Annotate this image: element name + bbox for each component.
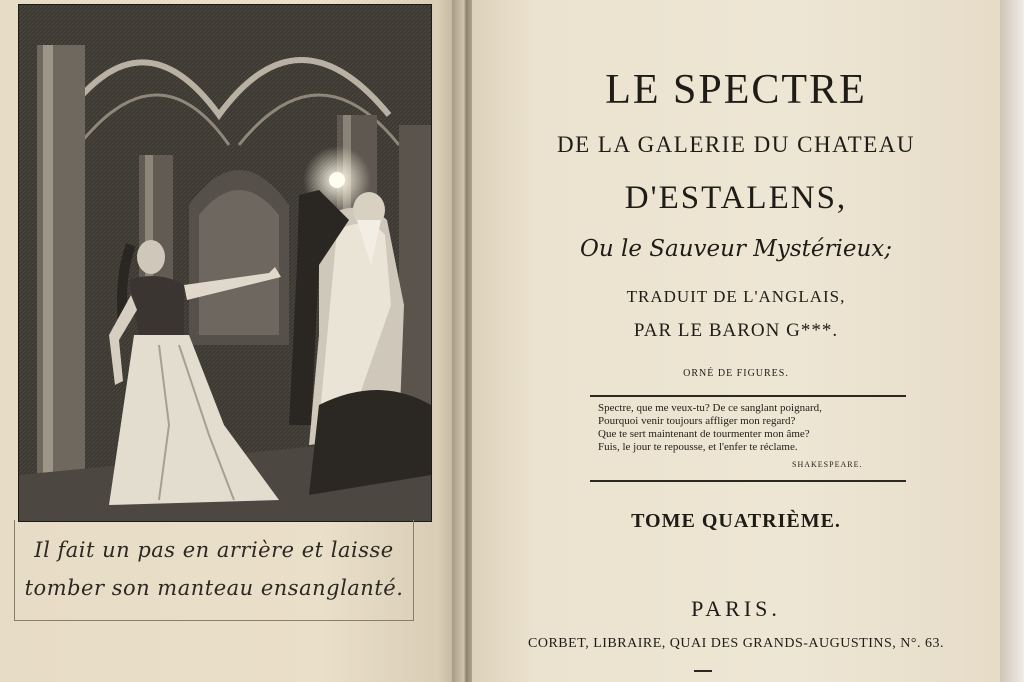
subtitle: Ou le Sauveur Mystérieux;	[580, 236, 892, 262]
title-line-1: LE SPECTRE	[605, 67, 867, 113]
epigraph-line: Spectre, que me veux-tu? De ce sanglant poignard,	[598, 402, 822, 414]
epigraph-top-rule	[590, 395, 906, 397]
epigraph	[598, 402, 898, 454]
left-page	[0, 0, 462, 682]
bottom-dash	[694, 670, 712, 672]
title-page	[472, 0, 1000, 682]
translator-credit: PAR LE BARON G***.	[633, 320, 839, 341]
caption-line-2: tomber son manteau ensanglanté.	[24, 576, 404, 600]
epigraph-line: Fuis, le jour te repousse, et l'enfer te réclame.	[598, 441, 798, 453]
engraving-illustration	[18, 4, 432, 522]
epigraph-line: Que te sert maintenant de tourmenter mon âme?	[598, 428, 810, 440]
epigraph-line: Pourquoi venir toujours affliger mon regard?	[598, 415, 796, 427]
volume-label: TOME QUATRIÈME.	[631, 510, 841, 532]
engraving-drawing	[19, 5, 431, 521]
translation-note: TRADUIT DE L'ANGLAIS,	[626, 287, 846, 306]
engraving-caption	[14, 520, 414, 621]
publication-city: PARIS.	[691, 596, 781, 621]
epigraph-bottom-rule	[590, 480, 906, 482]
ornate-note: ORNÉ DE FIGURES.	[683, 368, 789, 379]
caption-line-1: Il fait un pas en arrière et laisse	[34, 538, 394, 562]
title-line-2: DE LA GALERIE DU CHATEAU	[557, 132, 915, 157]
epigraph-source: SHAKESPEARE.	[792, 460, 863, 469]
page-edge	[1000, 0, 1024, 682]
title-line-3: D'ESTALENS,	[624, 180, 848, 216]
publisher-imprint: CORBET, LIBRAIRE, QUAI DES GRANDS-AUGUSTINS, N°. 63.	[528, 636, 944, 651]
